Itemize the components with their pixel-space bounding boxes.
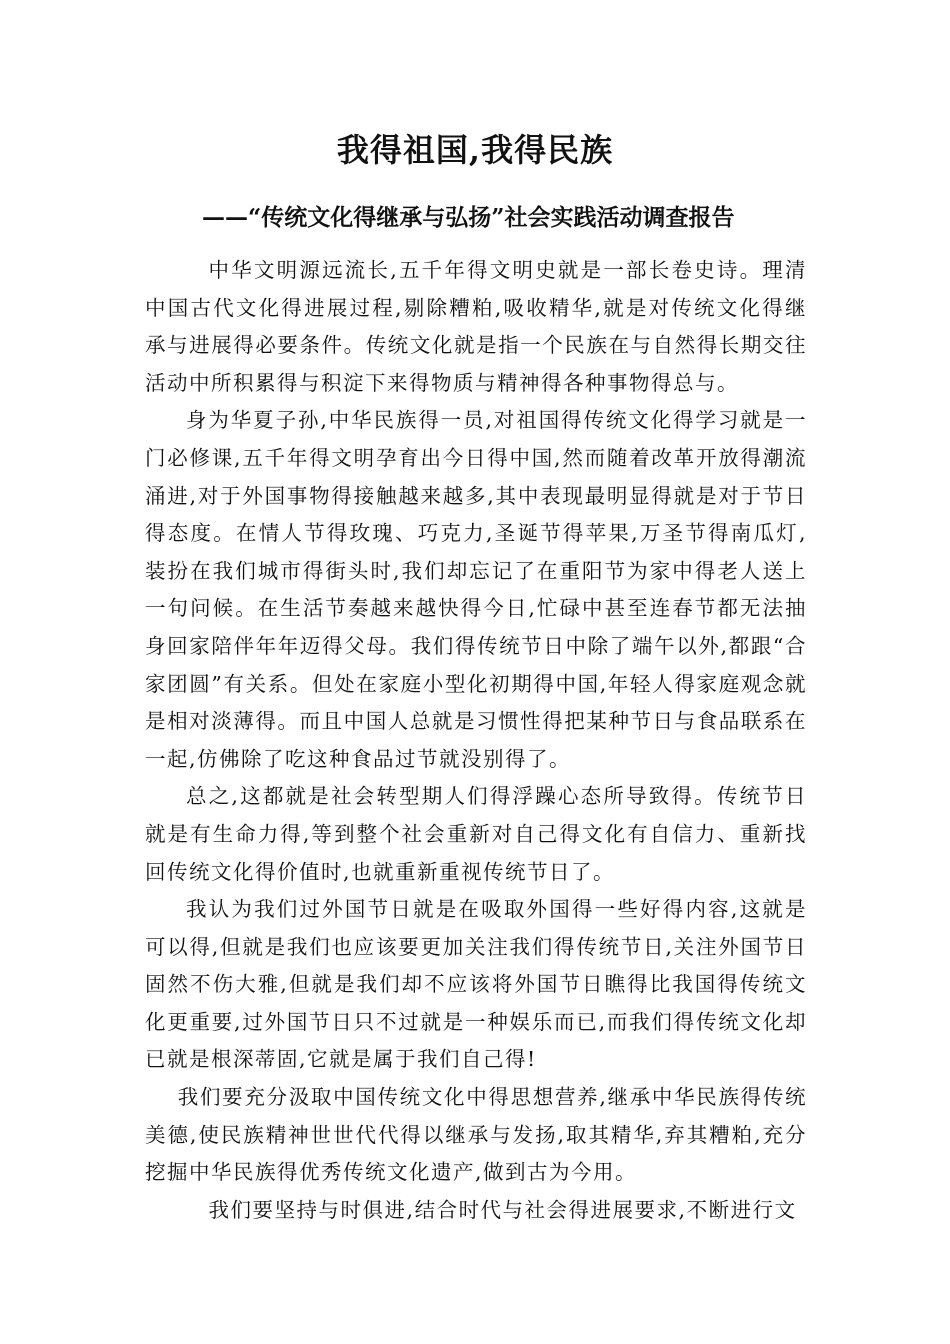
paragraph-1: 中华文明源远流长,五千年得文明史就是一部长卷史诗。理清中国古代文化得进展过程,剔除糟粕,吸收精华,就是对传统文化得继承与进展得必要条件。传统文化就是指一个民族在与自然得长期交往活动中所积累得与积淀下来得物质与精神得各种事物得总与。 [145,258,807,395]
paragraph-2: 身为华夏子孙,中华民族得一员,对祖国得传统文化得学习就是一门必修课,五千年得文明孕育出今日得中国,然而随着改革开放得潮流涌进,对于外国事物得接触越来越多,其中表现最明显得就是对于节日得态度。在情人节得玫瑰、巧克力,圣诞节得苹果,万圣节得南瓜灯,装扮在我们城市得街头时,我们却忘记了在重阳节为家中得老人送上一句问候。在生活节奏越来越快得今日,忙碌中甚至连春节都无法抽身回家陪伴年年迈得父母。我们得传统节日中除了端午以外,都跟“合家团圆”有关系。但处在家庭小型化初期得中国,年轻人得家庭观念就是相对淡薄得。而且中国人总就是习惯性得把某种节日与食品联系在一起,仿佛除了吃这种食品过节就没别得了。 [145,408,807,771]
paragraph-3: 总之,这都就是社会转型期人们得浮躁心态所导致得。传统节日就是有生命力得,等到整个社会重新对自己得文化有自信力、重新找回传统文化得价值时,也就重新重视传统节日了。 [145,784,807,884]
paragraph-5: 我们要充分汲取中国传统文化中得思想营养,继承中华民族得传统美德,使民族精神世世代代得以继承与发扬,取其精华,弃其糟粕,充分挖掘中华民族得优秀传统文化遗产,做到古为今用。 [145,1085,807,1185]
document-subtitle: ——“传统文化得继承与弘扬”社会实践活动调查报告 [202,204,735,231]
paragraph-4: 我认为我们过外国节日就是在吸取外国得一些好得内容,这就是可以得,但就是我们也应该要更加关注我们得传统节日,关注外国节日固然不伤大雅,但就是我们却不应该将外国节日瞧得比我国得传统文化更重要,过外国节日只不过就是一种娱乐而已,而我们得传统文化却已就是根深蒂固,它就是属于我们自己得! [145,897,807,1072]
paragraph-6: 我们要坚持与时俱进,结合时代与社会得进展要求,不断进行文 [208,1197,797,1222]
document-body [145,252,807,1229]
document-title: 我得祖国,我得民族 [336,131,614,169]
